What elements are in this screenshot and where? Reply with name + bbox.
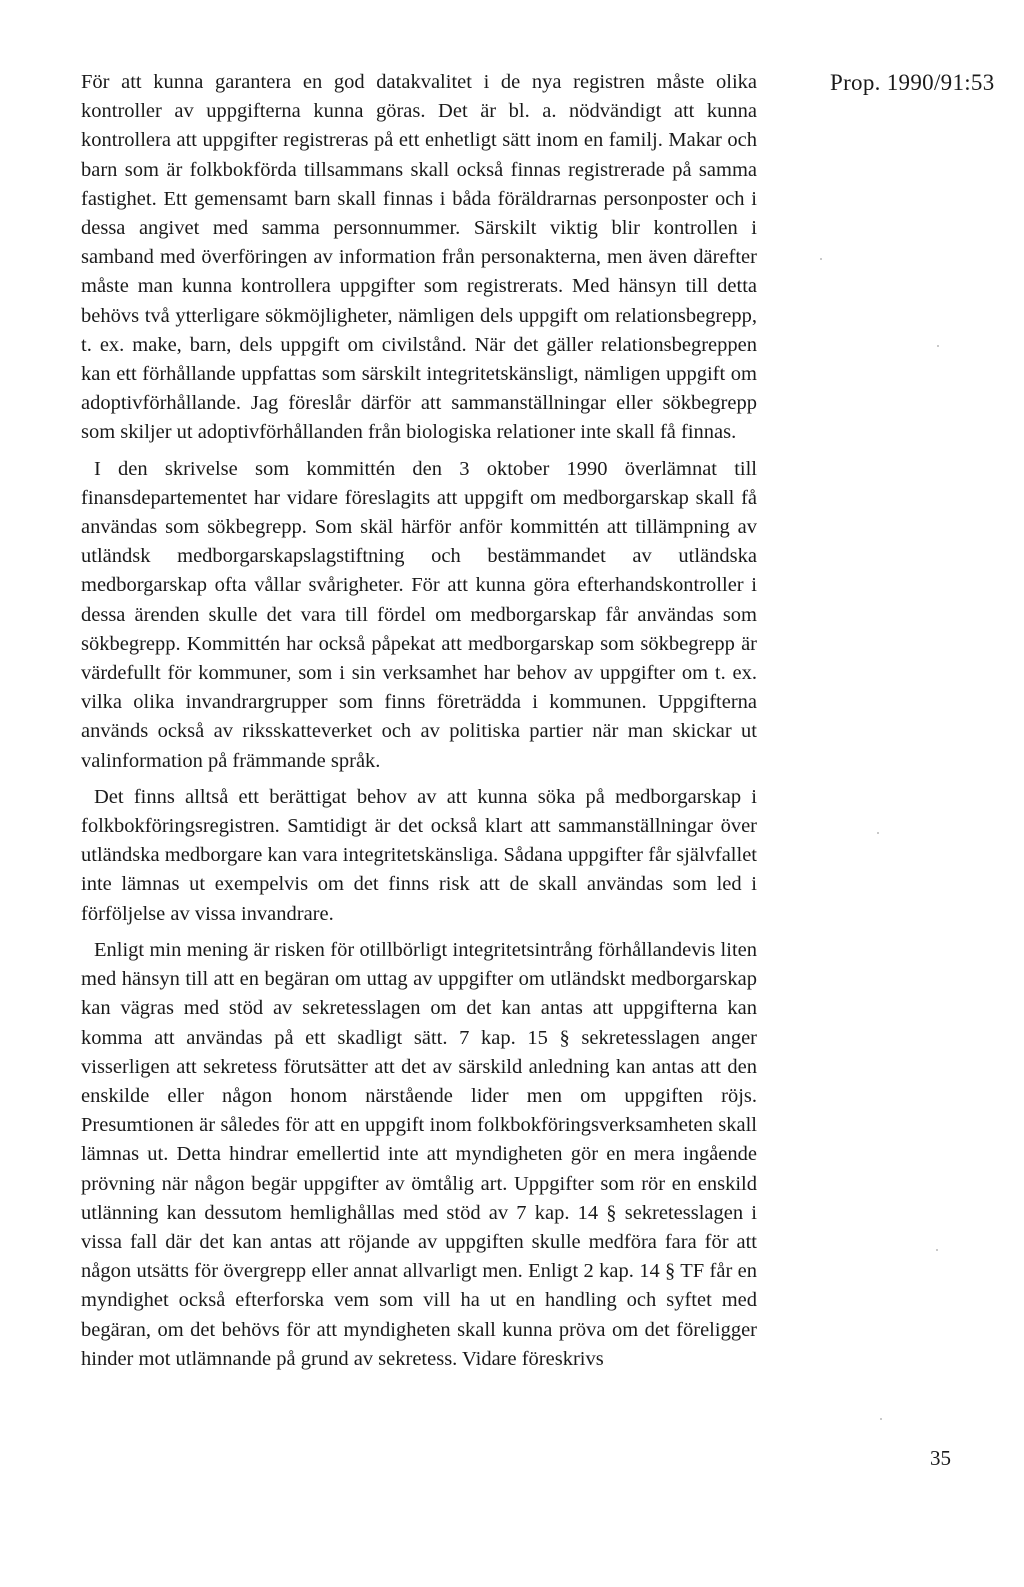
scan-speck [820,258,822,260]
paragraph-justified-need: Det finns alltså ett berättigat behov av att kunna söka på medborgarskap i folkbokföringsregistren. Samtidigt är det också klart att sammanställningar över utländska medborgare kan vara integritetskänsliga. Sådana uppgifter får självfallet inte lämnas ut exempelvis om det finns risk att de skall användas som led i förföljelse av vissa invandrare. [81,785,757,925]
document-reference: Prop. 1990/91:53 [830,70,995,95]
paragraph-citizenship-search: I den skrivelse som kommittén den 3 oktober 1990 överlämnat till finansdepartementet har vidare föreslagits att uppgift om medborgarskap skall få användas som sökbegrepp. Som skäl härför anför kommittén att tillämpning av utländsk medborgarskapslagstiftning och bestämmandet av utländska medborgarskap ofta vållar svårigheter. För att kunna göra efterhandskontroller i dessa ärenden skulle det vara till fördel om medborgarskap får användas som sökbegrepp. Kommittén har också påpekat att medborgarskap som sökbegrepp är värdefullt för kommuner, som i sin verksamhet har behov av uppgifter om t. ex. vilka olika invandrargrupper som finns företrädda i kommunen. Uppgifterna används också av riksskatteverket och av politiska partier när man skickar ut valinformation på främmande språk. [81,457,757,772]
scan-speck [936,1249,938,1251]
body-text [81,68,757,1381]
scan-speck [937,345,939,347]
page-number: 35 [930,1446,951,1470]
paragraph-integrity-risk: Enligt min mening är risken för otillbörligt integritetsintrång förhållandevis liten med hänsyn till att en begäran om uttag av uppgifter om utländskt medborgarskap kan vägras med stöd av sekretesslagen om det kan antas att uppgifterna kan komma att användas på ett skadligt sätt. 7 kap. 15 § sekretesslagen anger visserligen att sekretess förutsätter att det av särskild anledning kan antas att den enskilde eller någon honom närstående lider men om uppgiften röjs. Presumtionen är således för att en uppgift inom folkbokföringsverksamheten skall lämnas ut. Detta hindrar emellertid inte att myndigheten gör en mera ingående prövning när någon begär uppgifter av ömtålig art. Uppgifter som rör en enskild utlänning kan dessutom hemlighållas med stöd av 7 kap. 14 § sekretesslagen i vissa fall där det kan antas att röjande av uppgiften skulle medföra fara för att någon utsätts för övergrepp eller annat allvarligt men. Enligt 2 kap. 14 § TF får en myndighet också efterforska vem som vill ha ut en handling och syftet med begäran, om det behövs för att myndigheten skall kunna pröva om det föreligger hinder mot utlämnande på grund av sekretess. Vidare föreskrivs [81,938,757,1370]
paragraph-data-quality: För att kunna garantera en god datakvalitet i de nya registren måste olika kontroller av uppgifterna kunna göras. Det är bl. a. nödvändigt att kunna kontrollera att uppgifter registreras på ett enhetligt sätt inom en familj. Makar och barn som är folkbokförda tillsammans skall också finnas registrerade på samma fastighet. Ett gemensamt barn skall finnas i båda föräldrarnas personposter och i dessa angivet med samma personnummer. Särskilt viktig blir kontrollen i samband med överföringen av information från personakterna, men även därefter måste man kunna kontrollera uppgifter som registrerats. Med hänsyn till detta behövs två ytterligare sökmöjligheter, nämligen dels uppgift om relationsbegrepp, t. ex. make, barn, dels uppgift om civilstånd. När det gäller relationsbegreppen kan ett förhållande uppfattas som särskilt integritetskänsligt, nämligen uppgift om adoptivförhållande. Jag föreslår därför att sammanställningar eller sökbegrepp som skiljer ut adoptivförhållanden från biologiska relationer inte skall få finnas. [81,71,757,444]
scan-speck [880,1418,882,1420]
scan-speck [877,832,879,834]
